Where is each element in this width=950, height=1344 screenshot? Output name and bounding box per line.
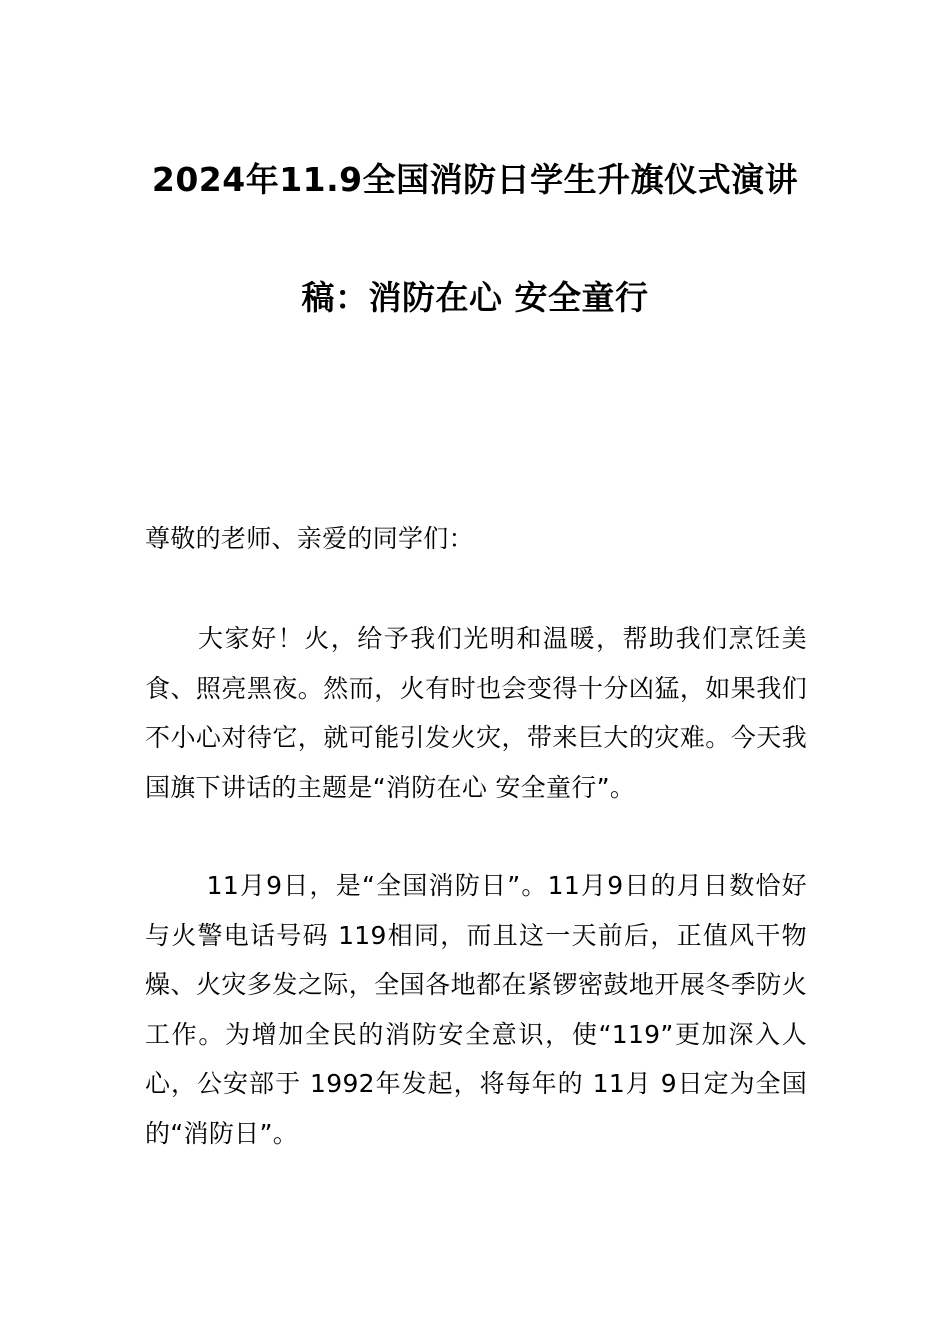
- document-title-line-1: 2024年11.9全国消防日学生升旗仪式演讲: [151, 160, 799, 199]
- paragraph-intro: 大家好！火，给予我们光明和温暖，帮助我们烹饪美食、照亮黑夜。然而，火有时也会变得十分凶猛，如果我们不小心对待它，就可能引发火灾，带来巨大的灾难。今天我国旗下讲话的主题是“消防在心 安全童行”。: [145, 624, 807, 802]
- document-title-line-2: 稿：消防在心 安全童行: [301, 278, 649, 317]
- salutation: 尊敬的老师、亲爱的同学们：: [145, 524, 474, 553]
- paragraph-fire-day: 11月9日，是“全国消防日”。11月9日的月日数恰好与火警电话号码 119相同，而且这一天前后，正值风干物燥、火灾多发之际，全国各地都在紧锣密鼓地开展冬季防火工作。为增加全民的消防安全意识，使“119”更加深入人心，公安部于 1992年发起，将每年的 11月 9日定为全国的“消防日”。: [145, 871, 807, 1148]
